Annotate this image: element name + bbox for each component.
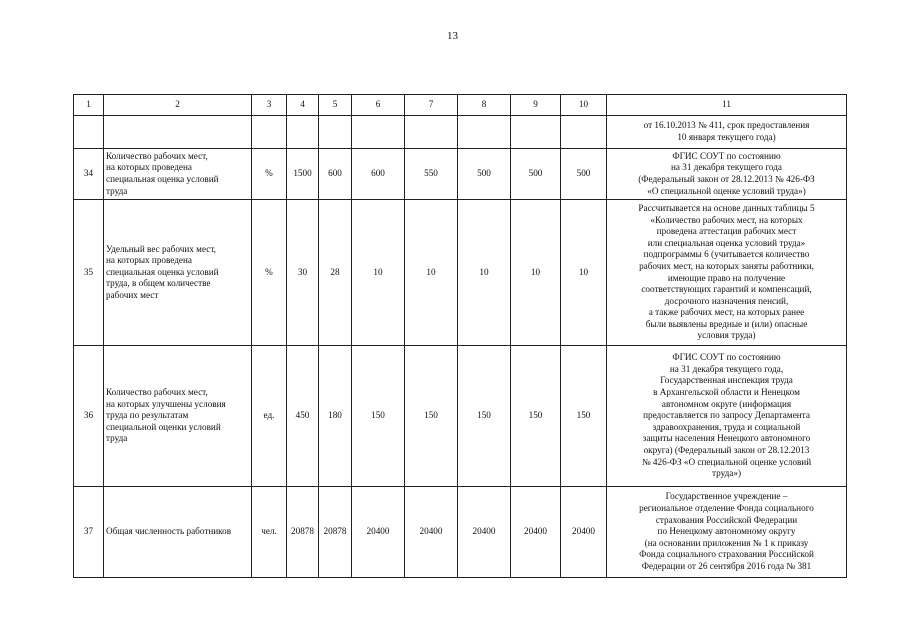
- column-header: 8: [458, 95, 511, 116]
- value-cell: 500: [511, 149, 561, 200]
- column-header: 6: [352, 95, 405, 116]
- value-cell: 550: [405, 149, 458, 200]
- value-cell: 10: [352, 200, 405, 346]
- row-number: 34: [74, 149, 104, 200]
- table-row: [74, 487, 847, 578]
- value-cell: 10: [405, 200, 458, 346]
- value-cell: [561, 116, 607, 149]
- indicator-name: Количество рабочих мест, на которых улучшены условия труда по результатам специальной оценки условий труда: [104, 346, 252, 487]
- page-number: 13: [447, 30, 458, 42]
- column-header: 4: [287, 95, 319, 116]
- value-cell: [458, 116, 511, 149]
- value-cell: 20878: [287, 487, 319, 578]
- value-cell: [511, 116, 561, 149]
- column-header: 7: [405, 95, 458, 116]
- table-row: [74, 200, 847, 346]
- value-cell: 20878: [319, 487, 352, 578]
- table-row: [74, 149, 847, 200]
- indicators-table: [73, 94, 847, 578]
- row-number: 35: [74, 200, 104, 346]
- table-row: [74, 346, 847, 487]
- value-cell: 500: [561, 149, 607, 200]
- indicator-name: Количество рабочих мест, на которых проведена специальная оценка условий труда: [104, 149, 252, 200]
- unit: ед.: [252, 346, 287, 487]
- value-cell: 150: [561, 346, 607, 487]
- source-cell: от 16.10.2013 № 411, срок предоставления 10 января текущего года): [607, 116, 847, 149]
- row-number: [74, 116, 104, 149]
- source-cell: Рассчитывается на основе данных таблицы 5 «Количество рабочих мест, на которых проведена аттестация рабочих мест или специальная оценка условий труда» подпрограммы 6 (учитывается количество рабочих мест, на которых заняты работники, имеющие право на получение соответствующих гарантий и компенсаций, досрочного назначения пенсий, а также рабочих мест, на которых ранее были выявлены вредные и (или) опасные условия труда): [607, 200, 847, 346]
- table-row: [74, 116, 847, 149]
- column-header: 2: [104, 95, 252, 116]
- unit: %: [252, 149, 287, 200]
- indicator-name: Удельный вес рабочих мест, на которых проведена специальная оценка условий труда, в общем количестве рабочих мест: [104, 200, 252, 346]
- value-cell: 10: [511, 200, 561, 346]
- source-cell: Государственное учреждение – региональное отделение Фонда социального страхования Российской Федерации по Ненецкому автономному округу (на основании приложения № 1 к приказу Фонда социального страхования Российской Федерации от 26 сентября 2016 года № 381: [607, 487, 847, 578]
- value-cell: 28: [319, 200, 352, 346]
- value-cell: [352, 116, 405, 149]
- row-number: 36: [74, 346, 104, 487]
- column-header: 10: [561, 95, 607, 116]
- header-row: [74, 95, 847, 116]
- value-cell: 20400: [405, 487, 458, 578]
- value-cell: 30: [287, 200, 319, 346]
- value-cell: 150: [352, 346, 405, 487]
- row-number: 37: [74, 487, 104, 578]
- value-cell: 600: [352, 149, 405, 200]
- value-cell: 500: [458, 149, 511, 200]
- value-cell: 150: [511, 346, 561, 487]
- value-cell: 20400: [458, 487, 511, 578]
- value-cell: 20400: [511, 487, 561, 578]
- indicator-name: Общая численность работников: [104, 487, 252, 578]
- value-cell: 20400: [561, 487, 607, 578]
- source-cell: ФГИС СОУТ по состоянию на 31 декабря текущего года, Государственная инспекция труда в Архангельской области и Ненецком автономном округе (информация предоставляется по запросу Департамента здравоохранения, труда и социальной защиты населения Ненецкого автономного округа) (Федеральный закон от 28.12.2013 № 426-ФЗ «О специальной оценке условий труда»): [607, 346, 847, 487]
- source-cell: ФГИС СОУТ по состоянию на 31 декабря текущего года (Федеральный закон от 28.12.2013 № 426-ФЗ «О специальной оценке условий труда»): [607, 149, 847, 200]
- value-cell: 180: [319, 346, 352, 487]
- column-header: 5: [319, 95, 352, 116]
- value-cell: 20400: [352, 487, 405, 578]
- value-cell: 150: [405, 346, 458, 487]
- unit: [252, 116, 287, 149]
- indicator-name: [104, 116, 252, 149]
- value-cell: 150: [458, 346, 511, 487]
- value-cell: [319, 116, 352, 149]
- unit: %: [252, 200, 287, 346]
- column-header: 1: [74, 95, 104, 116]
- value-cell: 1500: [287, 149, 319, 200]
- value-cell: 10: [561, 200, 607, 346]
- value-cell: 600: [319, 149, 352, 200]
- value-cell: [287, 116, 319, 149]
- column-header: 9: [511, 95, 561, 116]
- value-cell: 450: [287, 346, 319, 487]
- column-header: 3: [252, 95, 287, 116]
- value-cell: 10: [458, 200, 511, 346]
- value-cell: [405, 116, 458, 149]
- column-header: 11: [607, 95, 847, 116]
- unit: чел.: [252, 487, 287, 578]
